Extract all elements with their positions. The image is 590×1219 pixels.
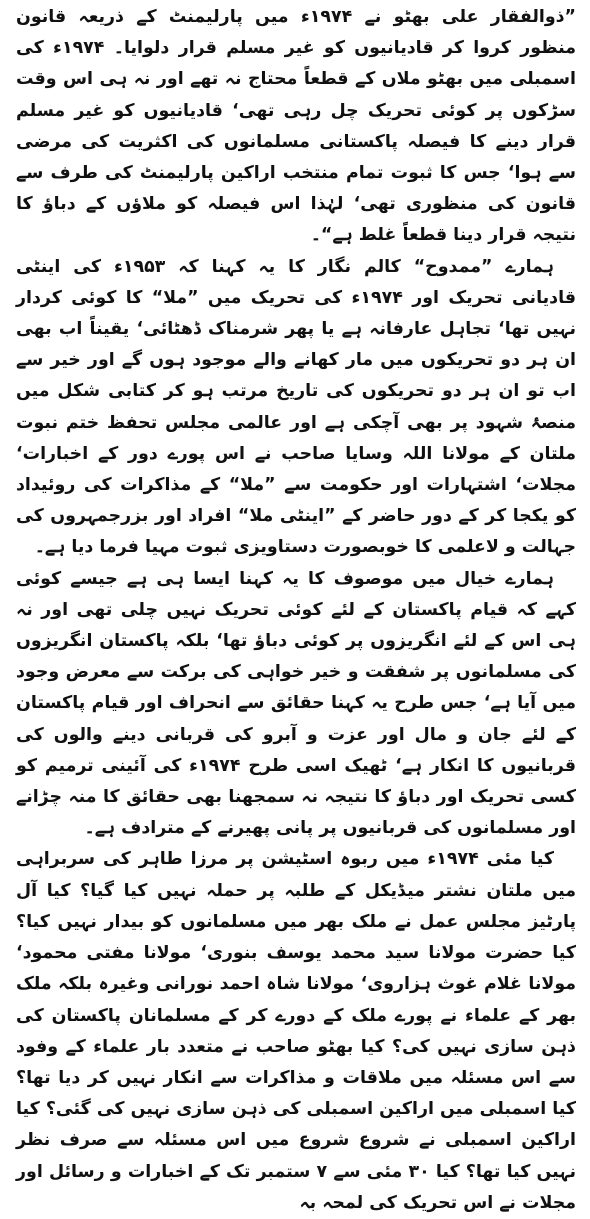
paragraph-questions: کیا مئی ۱۹۷۴ء میں ربوہ اسٹیشن پر مرزا طاہر کی سربراہی میں ملتان نشتر میڈیکل کے طلبہ پر حملہ نہیں کیا گیا؟ کیا آل پارٹیز مجلس عمل نے ملک بھر میں مسلمانوں کو بیدار نہیں کیا؟ کیا حضرت مولانا سید محمد یوسف بنوری‘ مولانا مفتی محمود‘ مولانا غلام غوث ہزاروی‘ مولانا شاہ احمد نورانی وغیرہ بلکہ ملک بھر کے علماء نے پورے ملک کے دورے کر کے مسلمانان پاکستان کی ذہن سازی نہیں کی؟ کیا بھٹو صاحب نے متعدد بار علماء کے وفود سے اس مسئلہ میں ملاقات و مذاکرات سے انکار نہیں کر دیا تھا؟ کیا اسمبلی میں اراکین اسمبلی کی ذہن سازی نہیں کی گئی؟ کیا اراکین اسمبلی نے شروع شروع میں اس مسئلہ سے صرف نظر نہیں کیا تھا؟ کیا ۳۰ مئی سے ۷ ستمبر تک کے اخبارات و رسائل اور مجلات نے اس تحریک کی لمحہ بہ xyxy=(16,849,576,1213)
urdu-text-block xyxy=(16,2,576,1219)
paragraph-columnist-claim: ہمارے ”ممدوح“ کالم نگار کا یہ کہنا کہ ۱۹۵۳ء کی اینٹی قادیانی تحریک اور ۱۹۷۴ء کی تحریک میں ”ملا“ کا کوئی کردار نہیں تھا‘ تجاہل عارفانہ ہے یا پھر شرمناک ڈھٹائی‘ یقیناً اب بھی ان ہر دو تحریکوں میں مار کھانے والے موجود ہوں گے اور خیر سے اب تو ان ہر دو تحریکوں کی تاریخ مرتب ہو کر کتابی شکل میں منصۂ شہود پر بھی آچکی ہے اور عالمی مجلس تحفظ ختم نبوت ملتان کے مولانا اللہ وسایا صاحب نے اس پورے دور کے اخبارات‘ مجلات‘ اشتہارات اور حکومت سے ”ملا“ کے مذاکرات کی روئیداد کو یکجا کر کے دور حاضر کے ”اینٹی ملا“ افراد اور بزرجمہروں کی جہالت و لاعلمی کا خوبصورت دستاویزی ثبوت مہیا فرما دیا ہے۔ xyxy=(16,256,576,558)
paragraph-pakistan-analogy: ہمارے خیال میں موصوف کا یہ کہنا ایسا ہی ہے جیسے کوئی کہے کہ قیام پاکستان کے لئے کوئی تحریک نہیں چلی تھی اور نہ ہی اس کے لئے انگریزوں پر کوئی دباؤ تھا‘ بلکہ پاکستان انگریزوں کی مسلمانوں پر شفقت و خیر خواہی کی برکت سے معرض وجود میں آیا ہے‘ جس طرح یہ کہنا حقائق سے انحراف اور قیام پاکستان کے لئے جان و مال اور عزت و آبرو کی قربانی دینے والوں کی قربانیوں کا انکار ہے‘ ٹھیک اسی طرح ۱۹۷۴ء کی آئینی ترمیم کو کسی تحریک اور دباؤ کا نتیجہ نہ سمجھنا بھی حقائق کا منہ چڑانے اور مسلمانوں کی قربانیوں پر پانی پھیرنے کے مترادف ہے۔ xyxy=(16,568,576,839)
paragraph-quote: ”ذوالفقار علی بھٹو نے ۱۹۷۴ء میں پارلیمنٹ کے ذریعہ قانون منظور کروا کر قادیانیوں کو غیر مسلم قرار دلوایا۔ ۱۹۷۴ء کی اسمبلی میں بھٹو ملاں کے قطعاً محتاج نہ تھے اور نہ ہی اس وقت سڑکوں پر کوئی تحریک چل رہی تھی‘ قادیانیوں کو غیر مسلم قرار دینے کا فیصلہ پاکستانی مسلمانوں کی اکثریت کی مرضی سے ہوا‘ جس کا ثبوت تمام منتخب اراکین پارلیمنٹ کی طرف سے قانون کی منظوری تھی‘ لہٰذا اس فیصلہ کو ملاؤں کے دباؤ کا نتیجہ قرار دینا قطعاً غلط ہے“۔ xyxy=(16,7,576,246)
